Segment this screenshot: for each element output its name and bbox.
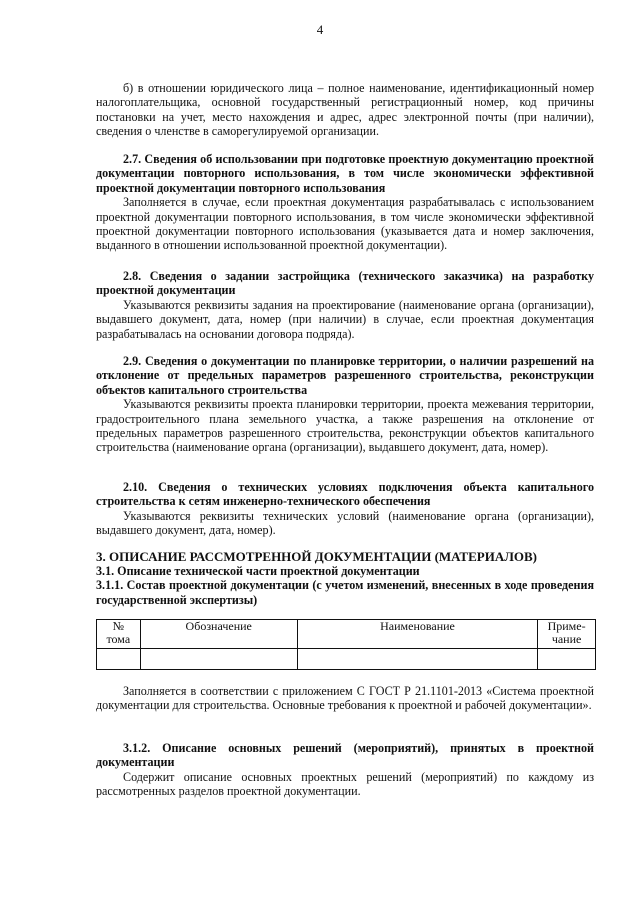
section-text: Содержит описание основных проектных решений (мероприятий) по каждому из рассмотренных разделов проектной документации.: [96, 769, 594, 799]
table-cell: [140, 649, 297, 670]
section-2-7: [96, 152, 594, 253]
section-2-9: [96, 354, 594, 455]
col-header-designation: [140, 620, 297, 649]
section-3: [96, 549, 594, 607]
paragraph-text: Заполняется в соответствии с приложением С ГОСТ Р 21.1101-2013 «Система проектной документации для строительства. Основные требования к проектной и рабочей документации».: [96, 684, 594, 713]
col-header-text: тома: [106, 632, 131, 646]
section-heading: 2.8. Сведения о задании застройщика (технического заказчика) на разработку проектной документации: [96, 269, 594, 298]
section-text: Указываются реквизиты проекта планировки территории, проекта межевания территории, градостроительного плана земельного участка, а также разрешения на отклонение от предельных параметров разрешенного строительства, реконструкции объектов капитального строительства (наименование органа (организации), выдавшего документ, дата, номер).: [96, 397, 594, 455]
col-header-text: Наименование: [380, 619, 455, 633]
paragraph-text: б) в отношении юридического лица – полное наименование, идентификационный номер налогоплательщика, основной государственный регистрационный номер, код причины постановки на учет, место нахождения и адрес, адрес электронной почты (при наличии), сведения о членстве в саморегулируемой организации.: [96, 81, 594, 139]
paragraph-after-table: [96, 684, 594, 713]
table-cell: [97, 649, 141, 670]
col-header-text: Обозначение: [185, 619, 252, 633]
col-header-name: [297, 620, 537, 649]
chapter-heading: 3. ОПИСАНИЕ РАССМОТРЕННОЙ ДОКУМЕНТАЦИИ (МАТЕРИАЛОВ): [96, 549, 538, 564]
table-cell: [538, 649, 596, 670]
col-header-text: чание: [551, 632, 582, 646]
table-row: [97, 649, 596, 670]
section-3-1-2: [96, 741, 594, 799]
table-header-row: [97, 620, 596, 649]
section-text: Заполняется в случае, если проектная документация разрабатывалась с использованием проектной документации повторного использования, в том числе экономически эффективной проектной документации повторного использования (указывается дата и номер заключения, выданного в отношении использованной проектной документации).: [96, 195, 594, 253]
col-header-text: Приме-: [547, 619, 586, 633]
section-text: Указываются реквизиты задания на проектирование (наименование органа (организации), выдавшего документ, дата, номер (при наличии) в случае, если проектная документация разрабатывалась на основании договора подряда).: [96, 297, 594, 341]
section-2-10: [96, 480, 594, 538]
col-header-note: [538, 620, 596, 649]
paragraph-legal-entity: [96, 81, 594, 139]
section-2-8: [96, 269, 594, 341]
subsection-heading: 3.1. Описание технической части проектной документации: [96, 564, 420, 578]
section-heading: 2.10. Сведения о технических условиях подключения объекта капитального строительства к сетям инженерно-технического обеспечения: [96, 480, 594, 509]
section-heading: 2.9. Сведения о документации по планировке территории, о наличии разрешений на отклонение от предельных параметров разрешенного строительства, реконструкции объектов капитального строительства: [96, 354, 594, 397]
section-heading: 2.7. Сведения об использовании при подготовке проектную документацию проектной документации повторного использования, в том числе экономически эффективной проектной документации повторного использования: [96, 152, 594, 195]
subsection-heading: 3.1.2. Описание основных решений (мероприятий), принятых в проектной документации: [96, 741, 594, 770]
subsection-heading: 3.1.1. Состав проектной документации (с учетом изменений, внесенных в ходе проведения государственной экспертизы): [96, 578, 594, 607]
section-text: Указываются реквизиты технических условий (наименование органа (организации), выдавшего документ, дата, номер).: [96, 508, 594, 538]
col-header-volume-number: [97, 620, 141, 649]
page-number: 4: [316, 22, 324, 37]
table-cell: [297, 649, 537, 670]
col-header-text: №: [112, 619, 125, 633]
documentation-table: [96, 619, 596, 670]
